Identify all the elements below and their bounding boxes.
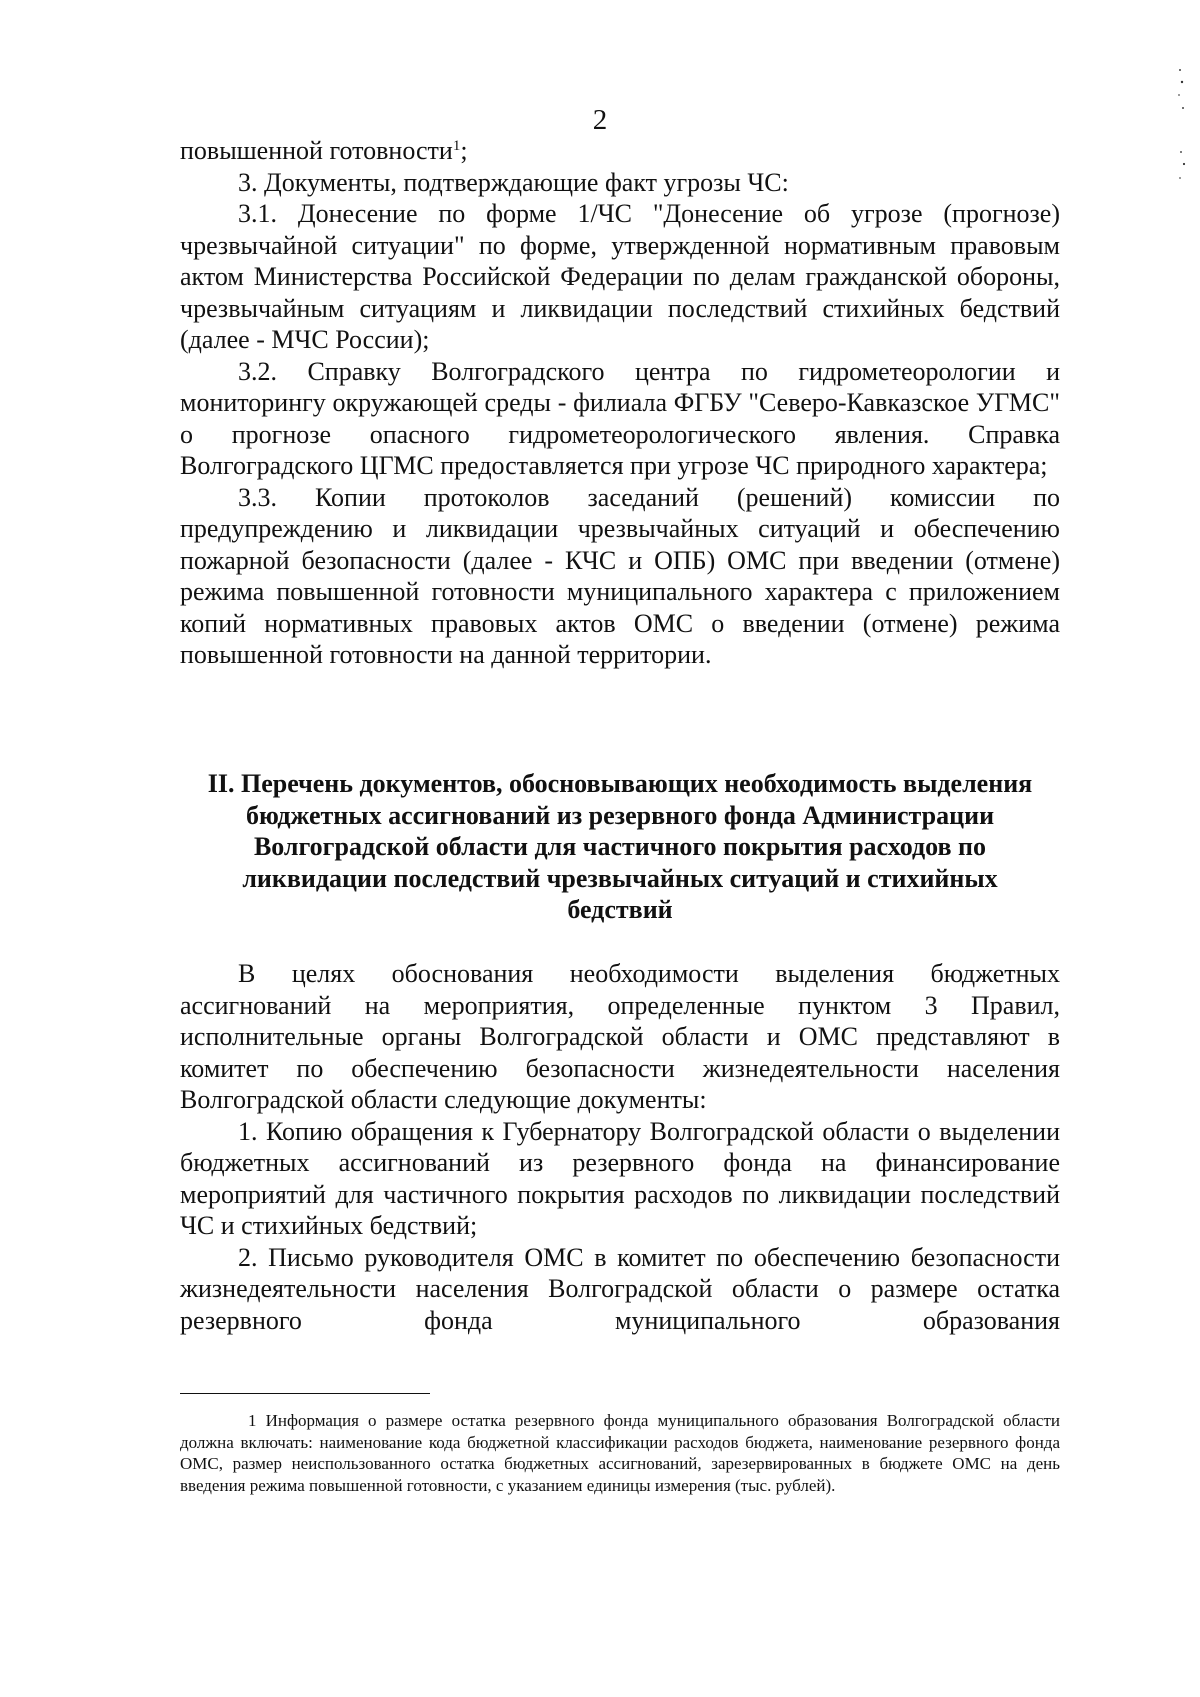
speck [1180, 151, 1182, 153]
section-2-body [180, 958, 1060, 1336]
list-continuation [180, 135, 1060, 671]
section-2-item-1: 1. Копию обращения к Губернатору Волгоградской области о выделении бюджетных ассигнований из резервного фонда на финансирование мероприятий для частичного покрытия расходов по ликвидации последствий ЧС и стихийных бедствий; [180, 1116, 1060, 1240]
paragraph-readiness [180, 135, 1060, 167]
speck [1181, 81, 1183, 83]
footnote: 1 Информация о размере остатка резервного фонда муниципального образования Волгоградской области должна включать: наименование кода бюджетной классификации расходов бюджета, наименование резервного фонда ОМС, размер неиспользованного остатка бюджетных ассигнований, зарезервированных в бюджете ОМС на день введения режима повышенной готовности, с указанием единицы измерения (тыс. рублей). [180, 1411, 1060, 1495]
scan-specks [1172, 60, 1192, 210]
speck [1182, 107, 1184, 109]
item-3: 3. Документы, подтверждающие факт угрозы ЧС: [238, 167, 789, 197]
speck [1179, 69, 1181, 71]
item-3-3: 3.3. Копии протоколов заседаний (решений) комиссии по предупреждению и ликвидации чрезвычайных ситуаций и обеспечению пожарной безопасности (далее - КЧС и ОПБ) ОМС при введении (отмене) режима повышенной готовности муниципального характера с приложением копий нормативных правовых актов ОМС о введении (отмене) режима повышенной готовности на данной территории. [180, 482, 1060, 669]
page-number: 2 [592, 104, 608, 136]
section-heading: II. Перечень документов, обосновывающих необходимость выделения бюджетных ассигнований из резервного фонда Администрации Волгоградской области для частичного покрытия расходов по ликвидации последствий чрезвычайных ситуаций и стихийных бедствий [207, 769, 1033, 924]
item-3-2: 3.2. Справку Волгоградского центра по гидрометеорологии и мониторингу окружающей среды - филиала ФГБУ "Северо-Кавказское УГМС" о прогнозе опасного гидрометеорологического явления. Справка Волгоградского ЦГМС предоставляется при угрозе ЧС природного характера; [180, 356, 1060, 480]
section-2-intro: В целях обоснования необходимости выделения бюджетных ассигнований на мероприятия, определенные пунктом 3 Правил, исполнительные органы Волгоградской области и ОМС представляют в комитет по обеспечению безопасности жизнедеятельности населения Волгоградской области следующие документы: [180, 959, 1060, 1114]
footnote-separator [180, 1393, 430, 1394]
readiness-end: ; [460, 136, 468, 165]
speck [1179, 177, 1181, 179]
footnote-reference: 1 [452, 138, 461, 154]
section-2-item-2: 2. Письмо руководителя ОМС в комитет по обеспечению безопасности жизнедеятельности населения Волгоградской области о размере остатка резервного фонда муниципального образования [180, 1242, 1060, 1335]
speck [1183, 163, 1185, 165]
readiness-text: повышенной готовности [180, 136, 453, 165]
item-3-1: 3.1. Донесение по форме 1/ЧС "Донесение об угрозе (прогнозе) чрезвычайной ситуации" по форме, утвержденной нормативным правовым актом Министерства Российской Федерации по делам гражданской обороны, чрезвычайным ситуациям и ликвидации последствий стихийных бедствий (далее - МЧС России); [180, 199, 1060, 354]
speck [1178, 94, 1180, 96]
